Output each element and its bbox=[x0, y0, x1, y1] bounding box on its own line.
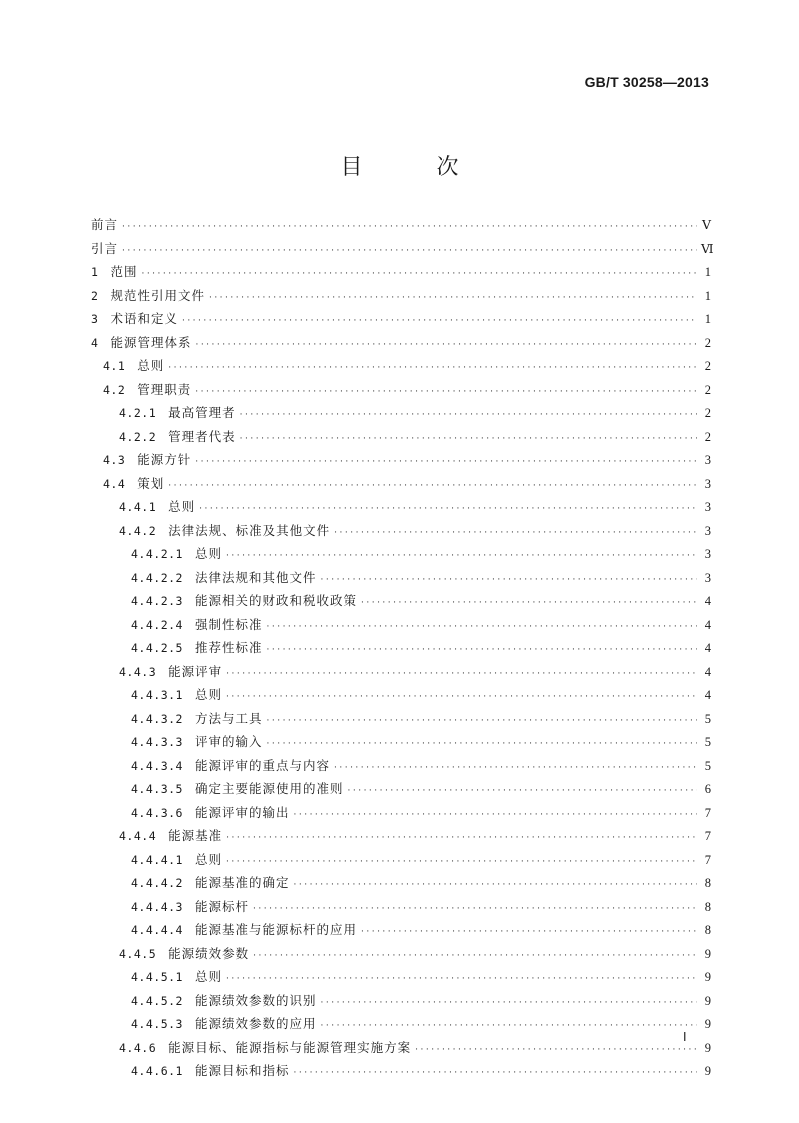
toc-entry-page: 5 bbox=[704, 758, 711, 773]
toc-entry-label: 总则 bbox=[194, 687, 222, 702]
dot-leader bbox=[122, 216, 697, 240]
toc-entry-page: 8 bbox=[704, 876, 711, 890]
dot-leader bbox=[240, 404, 697, 428]
toc-entry-page: 4 bbox=[704, 617, 711, 632]
toc-entry-label: 术语和定义 bbox=[110, 311, 178, 326]
toc-entry[interactable] bbox=[91, 260, 711, 284]
toc-entry-page: 2 bbox=[704, 359, 711, 373]
toc-entry-page: 7 bbox=[704, 829, 711, 843]
toc-entry-page: 2 bbox=[704, 335, 711, 350]
toc-entry[interactable] bbox=[91, 730, 711, 754]
dot-leader bbox=[168, 475, 697, 499]
standard-code: GB/T 30258—2013 bbox=[584, 74, 709, 90]
toc-entry-page: 9 bbox=[704, 1017, 711, 1031]
toc-entry-label: 能源目标、能源指标与能源管理实施方案 bbox=[168, 1039, 412, 1055]
toc-entry-label: 能源评审 bbox=[168, 663, 223, 679]
toc-entry-page: 9 bbox=[704, 993, 711, 1008]
toc-entry-number: 4.4.2.2 bbox=[131, 570, 183, 585]
dot-leader bbox=[415, 1039, 697, 1063]
toc-entry[interactable] bbox=[91, 307, 711, 331]
dot-leader bbox=[240, 428, 697, 452]
toc-entry-page: 4 bbox=[704, 594, 711, 608]
toc-entry[interactable] bbox=[91, 213, 711, 237]
toc-entry[interactable] bbox=[91, 989, 711, 1013]
toc-entry-page: 3 bbox=[704, 570, 711, 585]
toc-entry[interactable] bbox=[91, 589, 711, 613]
toc-entry-label: 能源标杆 bbox=[194, 898, 249, 914]
toc-entry[interactable] bbox=[91, 636, 711, 660]
toc-entry[interactable] bbox=[91, 895, 711, 919]
toc-entry-page: Ⅵ bbox=[701, 241, 714, 256]
toc-entry-number: 1 bbox=[91, 265, 99, 279]
dot-leader bbox=[141, 263, 697, 287]
toc-entry-page: 1 bbox=[704, 288, 711, 303]
toc-entry-number: 4.4.6 bbox=[119, 1040, 157, 1055]
toc-entry[interactable] bbox=[91, 1036, 711, 1060]
toc-entry-page: 4 bbox=[704, 688, 711, 702]
dot-leader bbox=[195, 451, 697, 475]
toc-entry-label: 方法与工具 bbox=[194, 710, 263, 726]
toc-entry-label: 强制性标准 bbox=[194, 616, 263, 632]
toc-entry-page: 7 bbox=[704, 805, 711, 820]
toc-entry[interactable] bbox=[91, 824, 711, 848]
toc-entry-label: 能源绩效参数 bbox=[168, 945, 250, 961]
toc-entry-page: Ⅴ bbox=[701, 218, 711, 232]
toc-entry-page: 3 bbox=[704, 476, 711, 491]
toc-entry-number: 4.4.3.6 bbox=[131, 805, 183, 820]
toc-entry[interactable] bbox=[91, 1012, 711, 1036]
toc-entry-page: 9 bbox=[704, 970, 711, 984]
toc-entry-number: 4.3 bbox=[103, 453, 126, 467]
dot-leader bbox=[253, 945, 697, 969]
dot-leader bbox=[266, 639, 697, 663]
toc-entry-label: 法律法规、标准及其他文件 bbox=[168, 522, 331, 538]
toc-entry-number: 4.4.5 bbox=[119, 946, 157, 961]
toc-entry-number: 4 bbox=[91, 335, 99, 350]
toc-entry-page: 5 bbox=[704, 735, 711, 749]
toc-entry-label: 法律法规和其他文件 bbox=[194, 569, 317, 585]
toc-entry-number: 4.4 bbox=[103, 476, 126, 491]
toc-entry-number: 4.4.4.4 bbox=[131, 923, 183, 937]
toc-entry-number: 4.4.3.4 bbox=[131, 758, 183, 773]
toc-entry-page: 2 bbox=[704, 382, 711, 397]
toc-entry-label: 范围 bbox=[110, 264, 138, 279]
page-number: Ⅰ bbox=[683, 1030, 687, 1044]
toc-entry-number: 4.4.2.1 bbox=[131, 547, 183, 561]
dot-leader bbox=[209, 287, 697, 311]
toc-entry-label: 总则 bbox=[168, 499, 196, 514]
toc-entry-number: 3 bbox=[91, 312, 99, 326]
toc-entry-label: 管理职责 bbox=[137, 381, 192, 397]
toc-entry-page: 9 bbox=[704, 1040, 711, 1055]
toc-entry[interactable] bbox=[91, 495, 711, 519]
toc-entry-number: 4.4.3.2 bbox=[131, 711, 183, 726]
dot-leader bbox=[361, 921, 697, 945]
toc-entry[interactable] bbox=[91, 237, 714, 261]
toc-entry-label: 能源绩效参数的应用 bbox=[194, 1016, 317, 1031]
toc-entry-label: 总则 bbox=[194, 851, 222, 867]
toc-entry-page: 3 bbox=[704, 523, 711, 538]
toc-entry-number: 4.2 bbox=[103, 382, 126, 397]
toc-entry[interactable] bbox=[91, 707, 711, 731]
toc-entry-number: 4.4.2.3 bbox=[131, 594, 183, 608]
toc-entry-number: 4.4.5.2 bbox=[131, 993, 183, 1008]
toc-entry-number: 4.4.2.5 bbox=[131, 641, 183, 655]
toc-entry-number: 4.4.6.1 bbox=[131, 1064, 183, 1078]
dot-leader bbox=[334, 757, 697, 781]
toc-entry[interactable] bbox=[91, 801, 711, 825]
toc-entry-number: 4.1 bbox=[103, 359, 126, 373]
toc-entry-label: 总则 bbox=[194, 546, 222, 561]
dot-leader bbox=[122, 240, 697, 264]
table-of-contents bbox=[91, 213, 714, 1083]
toc-entry-number: 4.4.4.3 bbox=[131, 899, 183, 914]
toc-entry[interactable] bbox=[91, 965, 711, 989]
toc-entry-number: 4.4.4 bbox=[119, 829, 157, 843]
toc-entry-page: 5 bbox=[704, 711, 711, 726]
toc-entry-label: 能源评审的输出 bbox=[194, 804, 290, 820]
toc-entry-number: 4.4.1 bbox=[119, 500, 157, 514]
dot-leader bbox=[334, 522, 697, 546]
page-title: 目 次 bbox=[340, 155, 485, 180]
toc-entry-number: 4.4.3.3 bbox=[131, 735, 183, 749]
toc-entry[interactable] bbox=[91, 519, 711, 543]
dot-leader bbox=[293, 804, 697, 828]
toc-entry-label: 能源相关的财政和税收政策 bbox=[194, 593, 357, 608]
toc-entry-label: 引言 bbox=[91, 240, 119, 256]
toc-entry-page: 7 bbox=[704, 852, 711, 867]
toc-entry-number: 4.4.4.2 bbox=[131, 876, 183, 890]
toc-entry-label: 能源基准的确定 bbox=[194, 875, 290, 890]
toc-entry-label: 规范性引用文件 bbox=[110, 287, 205, 303]
toc-entry-number: 4.4.4.1 bbox=[131, 852, 183, 867]
toc-entry[interactable] bbox=[91, 848, 711, 872]
toc-entry-page: 4 bbox=[704, 641, 711, 655]
dot-leader bbox=[226, 827, 697, 851]
toc-entry[interactable] bbox=[91, 871, 711, 895]
toc-entry-label: 能源基准 bbox=[168, 828, 223, 843]
dot-leader bbox=[347, 780, 697, 804]
toc-entry-label: 评审的输入 bbox=[194, 734, 263, 749]
toc-entry[interactable] bbox=[91, 660, 711, 684]
dot-leader bbox=[361, 592, 697, 616]
toc-entry[interactable] bbox=[91, 472, 711, 496]
toc-entry-page: 3 bbox=[704, 500, 711, 514]
toc-entry-page: 9 bbox=[704, 946, 711, 961]
toc-entry-number: 4.4.2.4 bbox=[131, 617, 183, 632]
dot-leader bbox=[226, 851, 697, 875]
toc-entry[interactable] bbox=[91, 613, 711, 637]
dot-leader bbox=[168, 357, 697, 381]
toc-entry-page: 3 bbox=[704, 453, 711, 467]
toc-entry[interactable] bbox=[91, 448, 711, 472]
dot-leader bbox=[320, 992, 697, 1016]
toc-entry-label: 前言 bbox=[91, 217, 119, 232]
toc-entry-page: 8 bbox=[704, 923, 711, 937]
toc-entry-label: 总则 bbox=[137, 358, 165, 373]
toc-entry[interactable] bbox=[91, 331, 711, 355]
dot-leader bbox=[266, 710, 697, 734]
dot-leader bbox=[226, 663, 697, 687]
toc-entry[interactable] bbox=[91, 566, 711, 590]
dot-leader bbox=[266, 733, 697, 757]
dot-leader bbox=[320, 569, 697, 593]
toc-entry-page: 6 bbox=[704, 782, 711, 796]
toc-entry-number: 4.2.2 bbox=[119, 429, 157, 444]
toc-entry-page: 2 bbox=[704, 406, 711, 420]
toc-entry-label: 能源目标和指标 bbox=[194, 1063, 290, 1078]
toc-entry[interactable] bbox=[91, 754, 711, 778]
dot-leader bbox=[226, 686, 697, 710]
toc-entry-page: 4 bbox=[704, 664, 711, 679]
dot-leader bbox=[293, 1062, 697, 1086]
toc-entry-number: 4.4.2 bbox=[119, 523, 157, 538]
toc-entry[interactable] bbox=[91, 918, 711, 942]
dot-leader bbox=[195, 334, 697, 358]
toc-entry-number: 4.2.1 bbox=[119, 406, 157, 420]
toc-entry[interactable] bbox=[91, 284, 711, 308]
toc-entry[interactable] bbox=[91, 1059, 711, 1083]
toc-entry-label: 能源绩效参数的识别 bbox=[194, 992, 317, 1008]
toc-entry-label: 推荐性标准 bbox=[194, 640, 263, 655]
toc-entry-page: 2 bbox=[704, 429, 711, 444]
toc-entry-page: 9 bbox=[704, 1064, 711, 1078]
toc-entry-number: 4.4.3.5 bbox=[131, 782, 183, 796]
toc-entry[interactable] bbox=[91, 378, 711, 402]
toc-entry[interactable] bbox=[91, 401, 711, 425]
toc-entry-number: 4.4.3 bbox=[119, 664, 157, 679]
dot-leader bbox=[293, 874, 697, 898]
toc-entry[interactable] bbox=[91, 683, 711, 707]
toc-entry-label: 能源管理体系 bbox=[110, 334, 192, 350]
dot-leader bbox=[195, 381, 697, 405]
toc-entry[interactable] bbox=[91, 777, 711, 801]
toc-entry-page: 1 bbox=[704, 312, 711, 326]
toc-entry-label: 能源评审的重点与内容 bbox=[194, 757, 330, 773]
toc-entry-page: 1 bbox=[704, 265, 711, 279]
toc-entry-label: 确定主要能源使用的准则 bbox=[194, 781, 344, 796]
toc-entry[interactable] bbox=[91, 354, 711, 378]
toc-entry-label: 管理者代表 bbox=[168, 428, 236, 444]
toc-entry[interactable] bbox=[91, 425, 711, 449]
toc-entry-label: 能源方针 bbox=[137, 452, 192, 467]
toc-entry-page: 8 bbox=[704, 899, 711, 914]
toc-entry-label: 总则 bbox=[194, 969, 222, 984]
toc-entry[interactable] bbox=[91, 542, 711, 566]
toc-entry-number: 4.4.5.3 bbox=[131, 1017, 183, 1031]
toc-entry-label: 策划 bbox=[137, 475, 165, 491]
toc-entry-page: 3 bbox=[704, 547, 711, 561]
toc-entry[interactable] bbox=[91, 942, 711, 966]
toc-entry-number: 4.4.5.1 bbox=[131, 970, 183, 984]
toc-entry-label: 能源基准与能源标杆的应用 bbox=[194, 922, 357, 937]
dot-leader bbox=[266, 616, 697, 640]
dot-leader bbox=[182, 310, 697, 334]
toc-entry-label: 最高管理者 bbox=[168, 405, 236, 420]
toc-entry-number: 4.4.3.1 bbox=[131, 688, 183, 702]
toc-entry-number: 2 bbox=[91, 288, 99, 303]
